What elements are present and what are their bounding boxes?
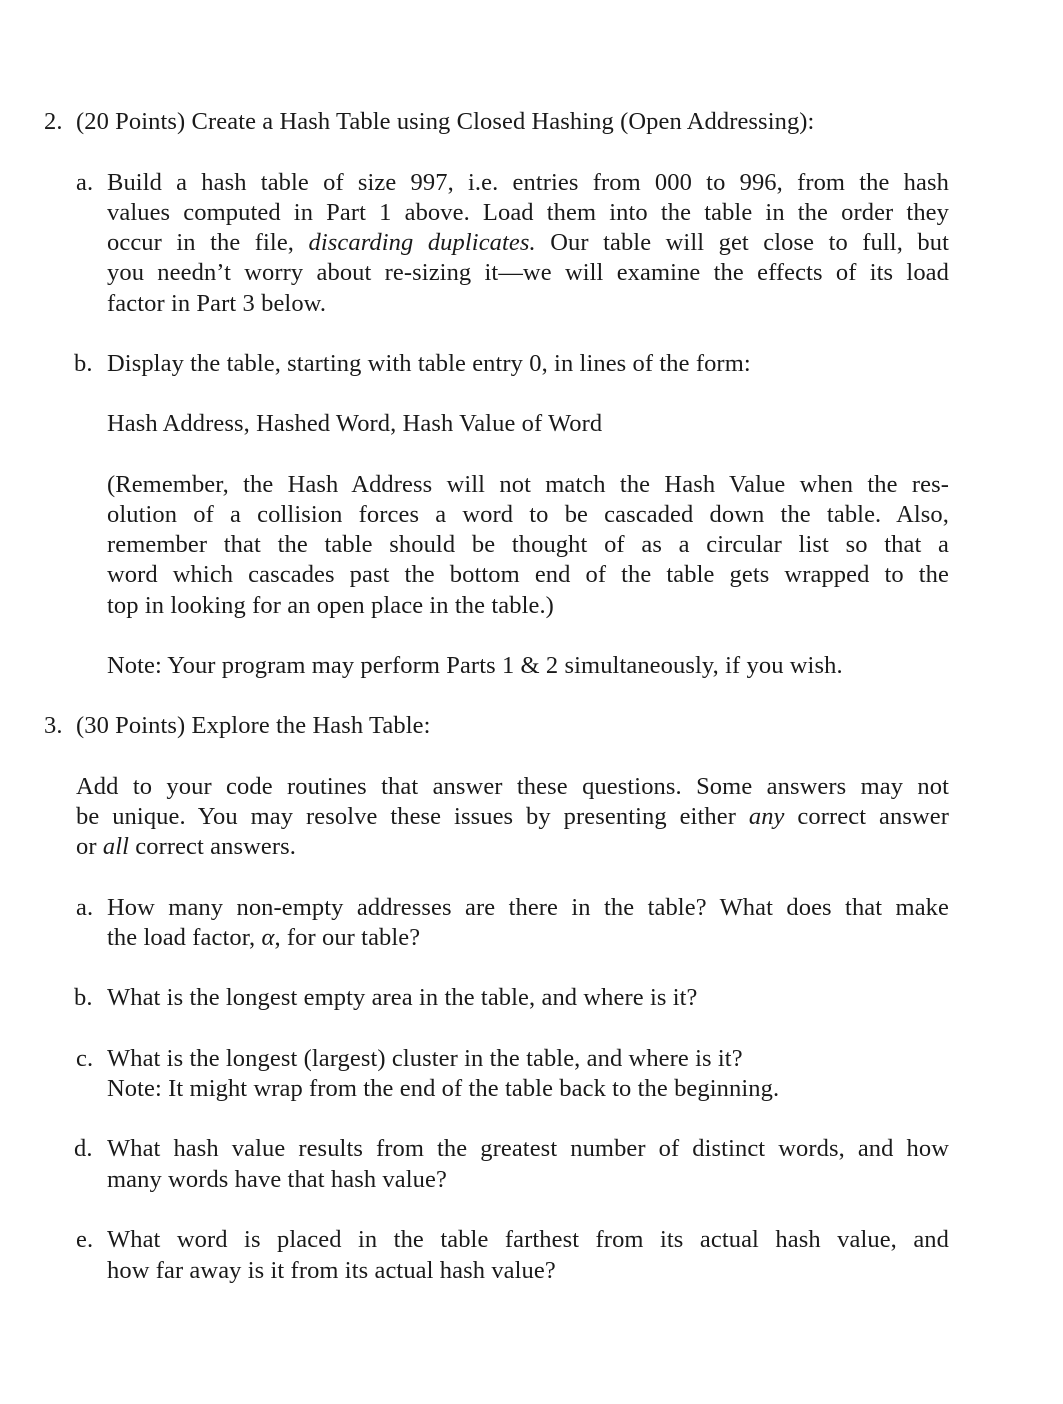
paragraph-line: How many non-empty addresses are there in the table? What does that make xyxy=(107,894,949,921)
text-run: the load factor, xyxy=(107,924,262,951)
paragraph-line: What is the longest empty area in the table, and where is it? xyxy=(107,984,698,1011)
emphasis-text: any xyxy=(748,803,785,830)
paragraph-line: What word is placed in the table farthest from its actual hash value, and xyxy=(107,1226,949,1253)
alpha-symbol: α xyxy=(261,924,275,951)
paragraph-line: factor in Part 3 below. xyxy=(107,290,327,317)
emphasis-text: discarding duplicates. xyxy=(308,229,536,256)
item-label: a. xyxy=(76,169,94,196)
paragraph-line xyxy=(76,802,949,832)
item-label: b. xyxy=(74,984,93,1011)
paragraph-line: word which cascades past the bottom end of the table gets wrapped to the xyxy=(107,561,949,588)
paragraph-line: What hash value results from the greatest number of distinct words, and how xyxy=(107,1135,949,1162)
paragraph-line: remember that the table should be thought of as a circular list so that a xyxy=(107,531,949,558)
item-label: a. xyxy=(76,894,94,921)
paragraph-line: (Remember, the Hash Address will not match the Hash Value when the res- xyxy=(107,471,949,498)
note-text: Note: Your program may perform Parts 1 & 2 simultaneously, if you wish. xyxy=(107,652,843,679)
paragraph-line: top in looking for an open place in the table.) xyxy=(107,592,554,619)
paragraph-line: Display the table, starting with table entry 0, in lines of the form: xyxy=(107,350,751,377)
question-3-number: 3. xyxy=(44,712,63,739)
text-run: correct answer xyxy=(784,803,949,830)
paragraph-line: What is the longest (largest) cluster in the table, and where is it? xyxy=(107,1045,743,1072)
paragraph-line: values computed in Part 1 above. Load them into the table in the order they xyxy=(107,199,949,226)
paragraph-line: Add to your code routines that answer these questions. Some answers may not xyxy=(76,773,949,800)
paragraph-line xyxy=(107,228,949,258)
text-run: correct answers. xyxy=(129,833,297,860)
text-run: Our table will get close to full, but xyxy=(535,229,949,256)
text-run: be unique. You may resolve these issues by presenting either xyxy=(76,803,749,830)
note-text: Note: It might wrap from the end of the table back to the beginning. xyxy=(107,1075,780,1102)
emphasis-text: all xyxy=(102,833,130,860)
item-label: c. xyxy=(76,1045,94,1072)
item-label: b. xyxy=(74,350,93,377)
paragraph-line: you needn’t worry about re-sizing it—we will examine the effects of its load xyxy=(107,259,949,286)
text-run: occur in the file, xyxy=(107,229,309,256)
question-3-heading: (30 Points) Explore the Hash Table: xyxy=(76,712,431,739)
paragraph-line: olution of a collision forces a word to be cascaded down the table. Also, xyxy=(107,501,949,528)
paragraph-line: how far away is it from its actual hash value? xyxy=(107,1257,556,1284)
paragraph-line xyxy=(76,832,296,862)
question-2-number: 2. xyxy=(44,108,63,135)
paragraph-line xyxy=(107,923,420,953)
question-2-heading: (20 Points) Create a Hash Table using Closed Hashing (Open Addressing): xyxy=(76,108,815,135)
paragraph-line: many words have that hash value? xyxy=(107,1166,447,1193)
text-run: , for our table? xyxy=(274,924,421,951)
line-format: Hash Address, Hashed Word, Hash Value of Word xyxy=(107,410,603,437)
item-label: e. xyxy=(76,1226,94,1253)
text-run: or xyxy=(76,833,103,860)
paragraph-line: Build a hash table of size 997, i.e. entries from 000 to 996, from the hash xyxy=(107,169,949,196)
item-label: d. xyxy=(74,1135,93,1162)
